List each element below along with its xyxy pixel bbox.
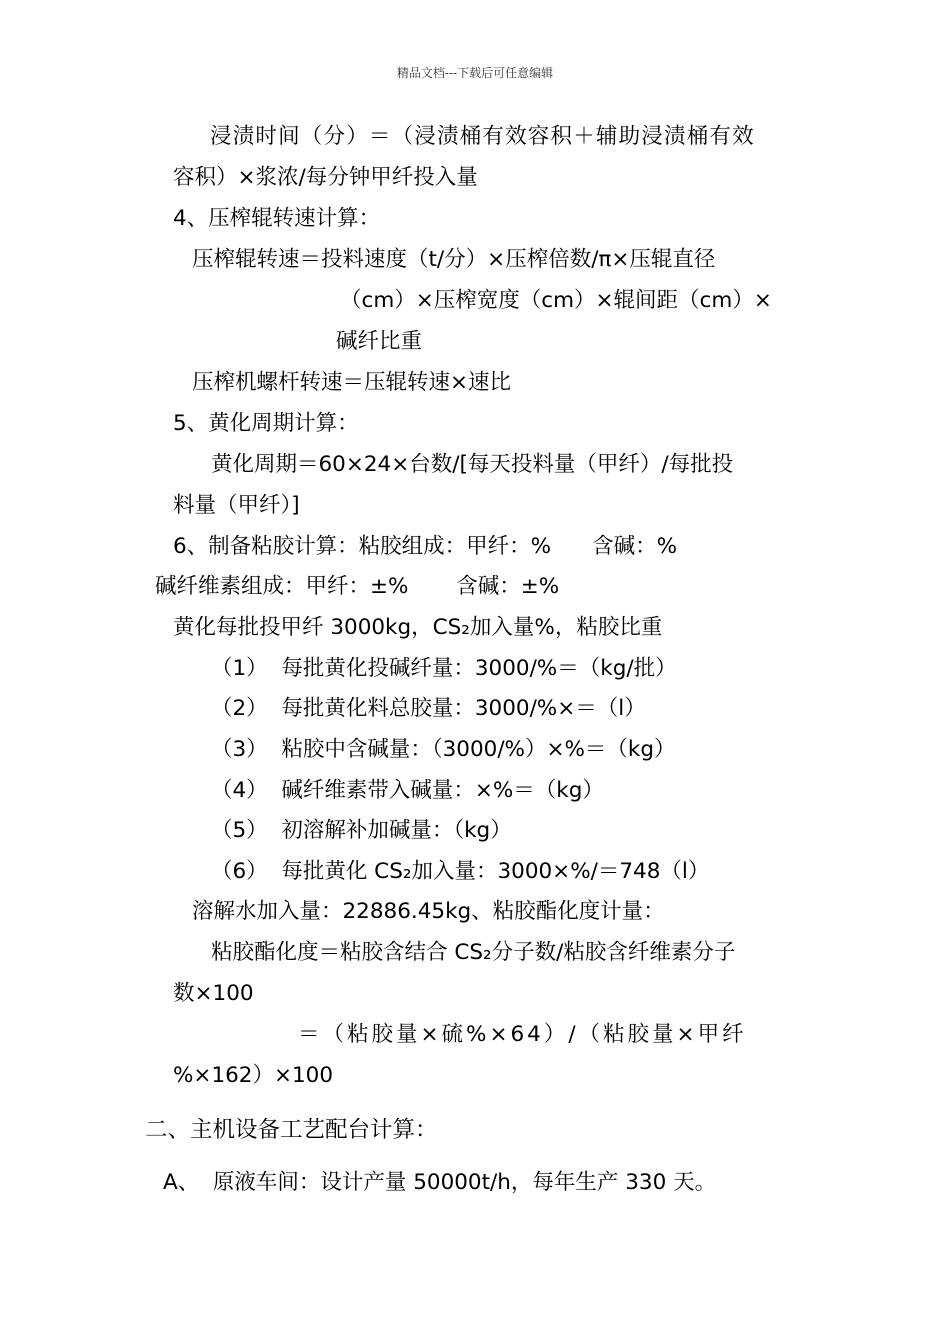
text-line: 溶解水加入量：22886.45kg、粘胶酯化度计量： [192,899,665,924]
text-line: （cm）×压榨宽度（cm）×辊间距（cm）× [340,288,772,313]
text-line: 数×100 [173,981,254,1006]
text-line: 浸渍时间（分）＝（浸渍桶有效容积＋辅助浸渍桶有效 [210,124,755,149]
page-header: 精品文档---下载后可任意编辑 [396,66,554,80]
text-line: 粘胶酯化度＝粘胶含结合 CS₂分子数/粘胶含纤维素分子 [211,940,736,965]
text-line: 4、压榨辊转速计算： [173,206,381,231]
text-line: 6、制备粘胶计算：粘胶组成：甲纤：% 含碱：% [173,534,678,559]
section-heading: 二、主机设备工艺配台计算： [145,1117,438,1143]
text-line: 碱纤比重 [336,329,423,354]
text-line: 黄化每批投甲纤 3000kg，CS₂加入量%，粘胶比重 [173,615,663,640]
text-line: （2） 每批黄化料总胶量：3000/%×＝（l） [211,696,646,721]
text-line: 碱纤维素组成：甲纤：±% 含碱：±% [155,574,560,599]
text-line: （6） 每批黄化 CS₂加入量：3000×%/＝748（l） [211,859,710,884]
text-line: （1） 每批黄化投碱纤量：3000/%＝（kg/批） [211,656,677,681]
text-line: 压榨辊转速＝投料速度（t/分）×压榨倍数/π×压辊直径 [192,247,716,272]
text-line: A、 原液车间：设计产量 50000t/h，每年生产 330 天。 [163,1170,717,1195]
text-line: （3） 粘胶中含碱量：（3000/%）×%＝（kg） [211,737,676,762]
text-line: 料量（甲纤）] [173,493,300,518]
text-line: （4） 碱纤维素带入碱量：×%＝（kg） [211,778,604,803]
text-line: （5） 初溶解补加碱量：（kg） [211,818,512,843]
text-line: ＝（粘胶量×硫%×64）/（粘胶量×甲纤 [298,1022,747,1047]
text-line: 黄化周期＝60×24×台数/[每天投料量（甲纤）/每批投 [211,452,734,477]
text-line: 压榨机螺杆转速＝压辊转速×速比 [192,370,512,395]
text-line: 容积）×浆浓/每分钟甲纤投入量 [173,165,478,190]
text-line: %×162）×100 [173,1063,334,1088]
text-line: 5、黄化周期计算： [173,411,359,436]
